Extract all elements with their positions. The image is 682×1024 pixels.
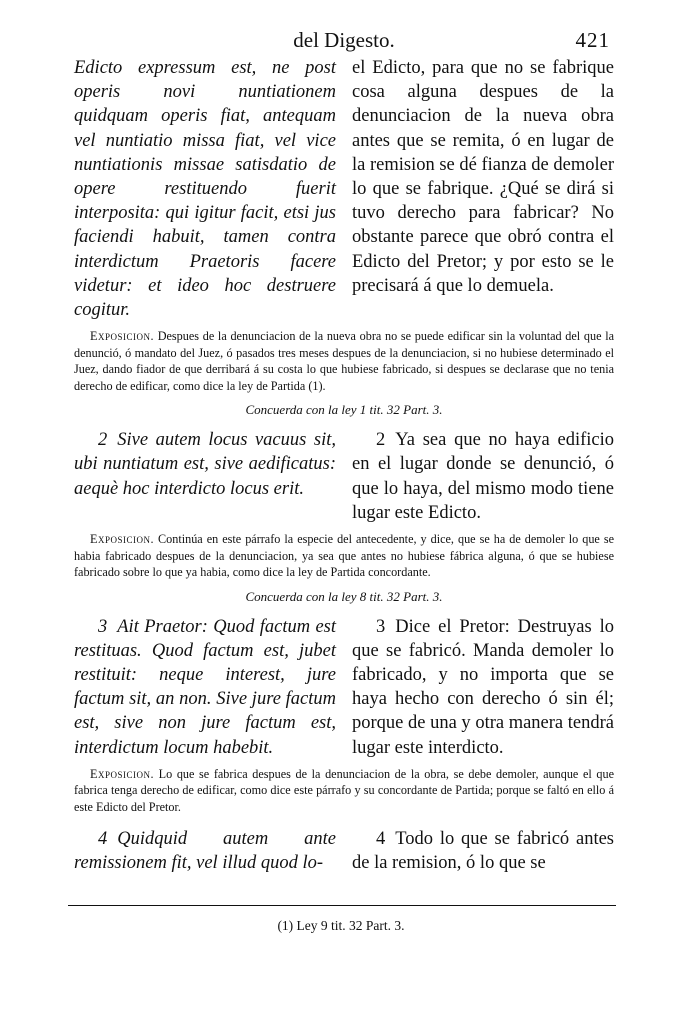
exposicion-label: Exposicion. [90,766,154,781]
page-number: 421 [575,28,610,52]
latin-text: Edicto expressum est, ne post operis novi nuntiationem quidquam operis fiat, antequam vel nuntiatio missa fiat, vel vice nuntiationis missae satisdatio de opere restituendo fuerit interposita: qui igitur facit, etsi jus faciendi habuit, tamen contra interdictum Praetoris facere videtur: et ideo hoc destruere cogitur. [74,58,336,321]
page-header [74,22,614,56]
section-number: 3 [376,616,386,637]
exposicion-label: Exposicion. [90,532,154,547]
spanish-body: Todo lo que se fabricó antes de la remision, ó lo que se [352,829,614,874]
section-number: 3 [98,616,108,637]
exposicion-text: Despues de la denunciacion de la nueva obra no se puede edificar sin la voluntad del que la denunció, ó mandato del Juez, ó pasados tres meses despues de la denunciacion, si no hubiese determinado el Juez, dando fiador de que derribará á su costa lo que hubiese fabricado, si despues se declarase que no tenia derecho de edificar, como dice la ley de Partida (1). [74,329,614,393]
exposicion-0 [74,328,614,394]
section-2 [74,428,614,525]
section-4 [74,827,614,875]
spanish-body: Dice el Pretor: Destruyas lo que se fabricó. Manda demoler lo fabricado, y no importa que se haya hecho con derecho ó sin él; porque de una y otra manera tendrá lugar este interdicto. [352,616,614,758]
section-number: 2 [98,430,108,451]
spanish-text [352,827,614,875]
latin-text [74,827,336,875]
concordance-2: Concuerda con la ley 8 tit. 32 Part. 3. [245,588,443,604]
latin-body: Quidquid autem ante remissionem fit, vel illud quod lo- [74,829,336,874]
exposicion-text: Lo que se fabrica despues de la denunciacion de la obra, se debe demoler, aunque el que fabrica tenga derecho de edificar, como dice este párrafo y su concordante de Partida; porque se faltó en ello á este Edicto del Pretor. [74,766,614,814]
section-number: 2 [376,430,386,451]
latin-text [74,428,336,525]
running-title: del Digesto. [293,28,395,52]
spanish-text [352,428,614,525]
spanish-text: el Edicto, para que no se fabrique cosa alguna despues de la denunciacion de la nueva obra antes que se remita, ó en lugar de la remision se dé fianza de demoler lo que se fabrique. ¿Qué se dirá si tuvo derecho para fabricar? No obstante parece que obró contra el Edicto del Pretor; y por esto se le precisará á que lo demuela. [352,58,614,296]
page [74,22,614,876]
section-number: 4 [376,829,386,850]
exposicion-2 [74,531,614,581]
latin-body: Sive autem locus vacuus sit, ubi nuntiatum est, sive aedificatus: aequè hoc interdicto locus erit. [74,430,336,499]
exposicion-3 [74,766,614,816]
spanish-text [352,615,614,760]
latin-text [74,615,336,760]
exposicion-label: Exposicion. [90,329,154,344]
section-0 [74,56,614,322]
spanish-body: Ya sea que no haya edificio en el lugar donde se denunció, ó que lo haya, del mismo modo tiene lugar este Edicto. [352,430,614,523]
exposicion-text: Continúa en este párrafo la especie del antecedente, y dice, que se ha de demoler lo que se habia fabricado despues de la denunciacion, ya sea que antes no hubiese fábrica alguna, ó que se hubiese fabricado sobre lo que ya habia, como dice la ley de Partida concordante. [74,532,614,580]
section-number: 4 [98,829,108,850]
footnote-rule [68,905,616,906]
latin-body: Ait Praetor: Quod factum est restituas. Quod factum est, jubet restituit: neque interest, jure factum sit, an non. Sive jure factum est, sive non jure factum est, interdictum locum habebit. [74,616,336,758]
section-3 [74,615,614,760]
concordance-0: Concuerda con la ley 1 tit. 32 Part. 3. [245,402,443,418]
footnote: (1) Ley 9 tit. 32 Part. 3. [277,918,405,933]
